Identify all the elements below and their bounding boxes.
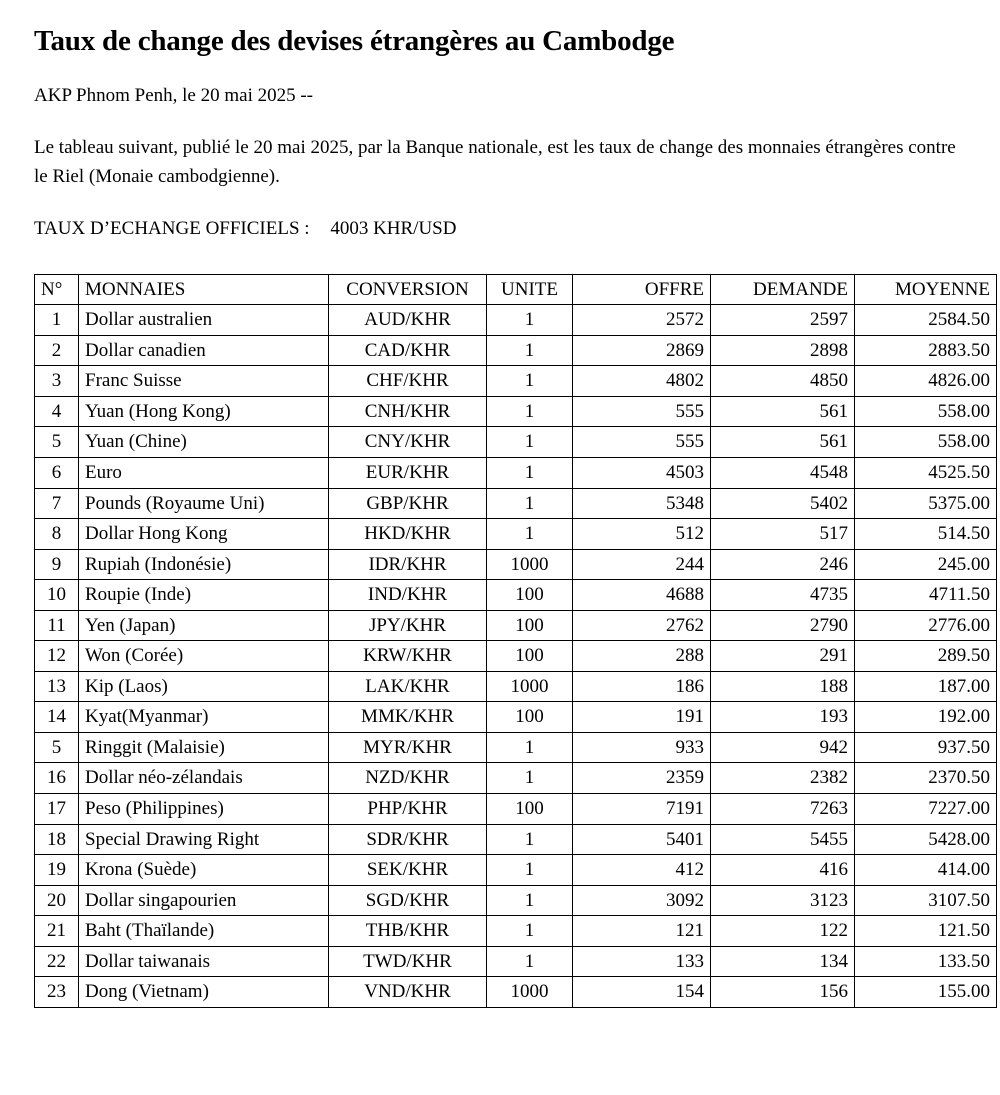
cell-monnaie: Ringgit (Malaisie)	[79, 732, 329, 763]
cell-unite: 1	[487, 885, 573, 916]
table-row	[35, 793, 997, 824]
table-row	[35, 946, 997, 977]
cell-monnaie: Kyat(Myanmar)	[79, 702, 329, 733]
cell-no: 1	[35, 305, 79, 336]
cell-unite: 1	[487, 732, 573, 763]
cell-monnaie: Pounds (Royaume Uni)	[79, 488, 329, 519]
cell-offre: 186	[573, 671, 711, 702]
cell-no: 4	[35, 396, 79, 427]
cell-unite: 1	[487, 824, 573, 855]
cell-moyenne: 2584.50	[855, 305, 997, 336]
cell-offre: 2359	[573, 763, 711, 794]
cell-demande: 561	[711, 427, 855, 458]
column-header-monnaies: MONNAIES	[79, 274, 329, 305]
cell-monnaie: Dollar taiwanais	[79, 946, 329, 977]
column-header-moyenne: MOYENNE	[855, 274, 997, 305]
cell-offre: 244	[573, 549, 711, 580]
cell-conversion: JPY/KHR	[329, 610, 487, 641]
cell-no: 21	[35, 916, 79, 947]
cell-unite: 100	[487, 641, 573, 672]
cell-moyenne: 558.00	[855, 427, 997, 458]
table-row	[35, 763, 997, 794]
cell-moyenne: 5375.00	[855, 488, 997, 519]
table-row	[35, 855, 997, 886]
table-row	[35, 610, 997, 641]
cell-demande: 2898	[711, 335, 855, 366]
cell-monnaie: Yuan (Hong Kong)	[79, 396, 329, 427]
cell-conversion: SGD/KHR	[329, 885, 487, 916]
cell-demande: 134	[711, 946, 855, 977]
cell-moyenne: 4711.50	[855, 580, 997, 611]
table-row	[35, 732, 997, 763]
intro-paragraph: Le tableau suivant, publié le 20 mai 2025, par la Banque nationale, est les taux de change des monnaies étrangères contre le Riel (Monaie cambodgienne).	[34, 136, 956, 188]
cell-unite: 1	[487, 763, 573, 794]
cell-no: 17	[35, 793, 79, 824]
cell-unite: 1	[487, 457, 573, 488]
cell-unite: 1000	[487, 549, 573, 580]
official-rate-label: TAUX D’ECHANGE OFFICIELS :	[34, 217, 310, 239]
cell-conversion: CAD/KHR	[329, 335, 487, 366]
exchange-rates-table	[34, 274, 997, 1008]
cell-unite: 1	[487, 855, 573, 886]
cell-monnaie: Dollar néo-zélandais	[79, 763, 329, 794]
cell-no: 2	[35, 335, 79, 366]
table-row	[35, 305, 997, 336]
cell-unite: 1	[487, 396, 573, 427]
cell-offre: 5348	[573, 488, 711, 519]
table-header-row	[35, 274, 997, 305]
cell-conversion: TWD/KHR	[329, 946, 487, 977]
table-row	[35, 580, 997, 611]
cell-moyenne: 937.50	[855, 732, 997, 763]
cell-demande: 416	[711, 855, 855, 886]
cell-conversion: EUR/KHR	[329, 457, 487, 488]
cell-demande: 4548	[711, 457, 855, 488]
cell-moyenne: 133.50	[855, 946, 997, 977]
table-row	[35, 977, 997, 1008]
cell-moyenne: 514.50	[855, 519, 997, 550]
cell-offre: 2572	[573, 305, 711, 336]
table-row	[35, 916, 997, 947]
cell-unite: 1	[487, 366, 573, 397]
cell-demande: 156	[711, 977, 855, 1008]
cell-no: 12	[35, 641, 79, 672]
cell-demande: 246	[711, 549, 855, 580]
cell-conversion: IND/KHR	[329, 580, 487, 611]
cell-demande: 5402	[711, 488, 855, 519]
cell-moyenne: 2776.00	[855, 610, 997, 641]
cell-monnaie: Dollar australien	[79, 305, 329, 336]
cell-monnaie: Kip (Laos)	[79, 671, 329, 702]
official-rate-line	[34, 218, 992, 240]
table-row	[35, 824, 997, 855]
table-row	[35, 396, 997, 427]
cell-demande: 2382	[711, 763, 855, 794]
cell-demande: 7263	[711, 793, 855, 824]
cell-moyenne: 3107.50	[855, 885, 997, 916]
cell-offre: 7191	[573, 793, 711, 824]
column-header-demande: DEMANDE	[711, 274, 855, 305]
cell-offre: 5401	[573, 824, 711, 855]
cell-conversion: THB/KHR	[329, 916, 487, 947]
cell-moyenne: 155.00	[855, 977, 997, 1008]
cell-demande: 291	[711, 641, 855, 672]
cell-offre: 412	[573, 855, 711, 886]
cell-moyenne: 4826.00	[855, 366, 997, 397]
cell-unite: 1000	[487, 977, 573, 1008]
column-header-conversion: CONVERSION	[329, 274, 487, 305]
cell-demande: 2790	[711, 610, 855, 641]
cell-conversion: PHP/KHR	[329, 793, 487, 824]
page-title: Taux de change des devises étrangères au Cambodge	[34, 25, 675, 57]
cell-unite: 1	[487, 335, 573, 366]
cell-offre: 133	[573, 946, 711, 977]
cell-monnaie: Krona (Suède)	[79, 855, 329, 886]
cell-demande: 3123	[711, 885, 855, 916]
cell-moyenne: 2370.50	[855, 763, 997, 794]
cell-no: 18	[35, 824, 79, 855]
cell-conversion: NZD/KHR	[329, 763, 487, 794]
cell-moyenne: 414.00	[855, 855, 997, 886]
cell-moyenne: 4525.50	[855, 457, 997, 488]
cell-offre: 4802	[573, 366, 711, 397]
cell-monnaie: Dollar Hong Kong	[79, 519, 329, 550]
cell-monnaie: Dollar canadien	[79, 335, 329, 366]
cell-moyenne: 2883.50	[855, 335, 997, 366]
cell-offre: 121	[573, 916, 711, 947]
table-row	[35, 366, 997, 397]
column-header-no: N°	[35, 274, 79, 305]
table-row	[35, 488, 997, 519]
cell-no: 10	[35, 580, 79, 611]
cell-demande: 517	[711, 519, 855, 550]
cell-unite: 1	[487, 305, 573, 336]
cell-moyenne: 245.00	[855, 549, 997, 580]
cell-no: 23	[35, 977, 79, 1008]
cell-unite: 100	[487, 580, 573, 611]
cell-demande: 5455	[711, 824, 855, 855]
cell-offre: 4503	[573, 457, 711, 488]
cell-no: 9	[35, 549, 79, 580]
cell-conversion: KRW/KHR	[329, 641, 487, 672]
cell-offre: 154	[573, 977, 711, 1008]
cell-conversion: VND/KHR	[329, 977, 487, 1008]
cell-conversion: CNH/KHR	[329, 396, 487, 427]
cell-no: 11	[35, 610, 79, 641]
cell-no: 19	[35, 855, 79, 886]
cell-conversion: CNY/KHR	[329, 427, 487, 458]
table-row	[35, 885, 997, 916]
cell-offre: 555	[573, 396, 711, 427]
cell-conversion: CHF/KHR	[329, 366, 487, 397]
column-header-unite: UNITE	[487, 274, 573, 305]
cell-unite: 1	[487, 946, 573, 977]
cell-monnaie: Yen (Japan)	[79, 610, 329, 641]
cell-moyenne: 558.00	[855, 396, 997, 427]
official-rate-value: 4003 KHR/USD	[330, 217, 457, 239]
cell-conversion: IDR/KHR	[329, 549, 487, 580]
cell-offre: 555	[573, 427, 711, 458]
cell-conversion: MMK/KHR	[329, 702, 487, 733]
table-body	[35, 305, 997, 1008]
cell-demande: 4735	[711, 580, 855, 611]
cell-unite: 1	[487, 519, 573, 550]
cell-monnaie: Dong (Vietnam)	[79, 977, 329, 1008]
cell-demande: 561	[711, 396, 855, 427]
cell-moyenne: 289.50	[855, 641, 997, 672]
cell-no: 7	[35, 488, 79, 519]
cell-demande: 942	[711, 732, 855, 763]
cell-monnaie: Euro	[79, 457, 329, 488]
cell-conversion: SDR/KHR	[329, 824, 487, 855]
cell-conversion: GBP/KHR	[329, 488, 487, 519]
cell-offre: 512	[573, 519, 711, 550]
cell-monnaie: Baht (Thaïlande)	[79, 916, 329, 947]
cell-no: 6	[35, 457, 79, 488]
cell-offre: 2869	[573, 335, 711, 366]
cell-offre: 933	[573, 732, 711, 763]
cell-moyenne: 192.00	[855, 702, 997, 733]
cell-monnaie: Won (Corée)	[79, 641, 329, 672]
cell-unite: 100	[487, 793, 573, 824]
cell-demande: 4850	[711, 366, 855, 397]
cell-no: 3	[35, 366, 79, 397]
table-row	[35, 641, 997, 672]
cell-monnaie: Dollar singapourien	[79, 885, 329, 916]
cell-offre: 288	[573, 641, 711, 672]
cell-conversion: MYR/KHR	[329, 732, 487, 763]
cell-monnaie: Rupiah (Indonésie)	[79, 549, 329, 580]
cell-conversion: HKD/KHR	[329, 519, 487, 550]
table-row	[35, 519, 997, 550]
table-row	[35, 702, 997, 733]
cell-demande: 2597	[711, 305, 855, 336]
cell-monnaie: Roupie (Inde)	[79, 580, 329, 611]
cell-unite: 1	[487, 916, 573, 947]
cell-unite: 100	[487, 610, 573, 641]
cell-monnaie: Franc Suisse	[79, 366, 329, 397]
cell-no: 14	[35, 702, 79, 733]
cell-conversion: AUD/KHR	[329, 305, 487, 336]
cell-conversion: LAK/KHR	[329, 671, 487, 702]
cell-offre: 3092	[573, 885, 711, 916]
cell-demande: 188	[711, 671, 855, 702]
cell-no: 5	[35, 732, 79, 763]
cell-no: 13	[35, 671, 79, 702]
table-row	[35, 457, 997, 488]
cell-unite: 1	[487, 427, 573, 458]
cell-offre: 2762	[573, 610, 711, 641]
table-row	[35, 335, 997, 366]
cell-demande: 122	[711, 916, 855, 947]
cell-unite: 1	[487, 488, 573, 519]
cell-monnaie: Yuan (Chine)	[79, 427, 329, 458]
table-row	[35, 427, 997, 458]
cell-demande: 193	[711, 702, 855, 733]
cell-moyenne: 187.00	[855, 671, 997, 702]
column-header-offre: OFFRE	[573, 274, 711, 305]
dateline: AKP Phnom Penh, le 20 mai 2025 --	[34, 84, 314, 106]
cell-unite: 100	[487, 702, 573, 733]
cell-moyenne: 121.50	[855, 916, 997, 947]
cell-monnaie: Peso (Philippines)	[79, 793, 329, 824]
cell-no: 8	[35, 519, 79, 550]
cell-monnaie: Special Drawing Right	[79, 824, 329, 855]
cell-no: 22	[35, 946, 79, 977]
cell-offre: 191	[573, 702, 711, 733]
cell-no: 16	[35, 763, 79, 794]
cell-moyenne: 5428.00	[855, 824, 997, 855]
cell-conversion: SEK/KHR	[329, 855, 487, 886]
table-row	[35, 549, 997, 580]
table-row	[35, 671, 997, 702]
cell-unite: 1000	[487, 671, 573, 702]
cell-no: 5	[35, 427, 79, 458]
cell-no: 20	[35, 885, 79, 916]
cell-moyenne: 7227.00	[855, 793, 997, 824]
cell-offre: 4688	[573, 580, 711, 611]
